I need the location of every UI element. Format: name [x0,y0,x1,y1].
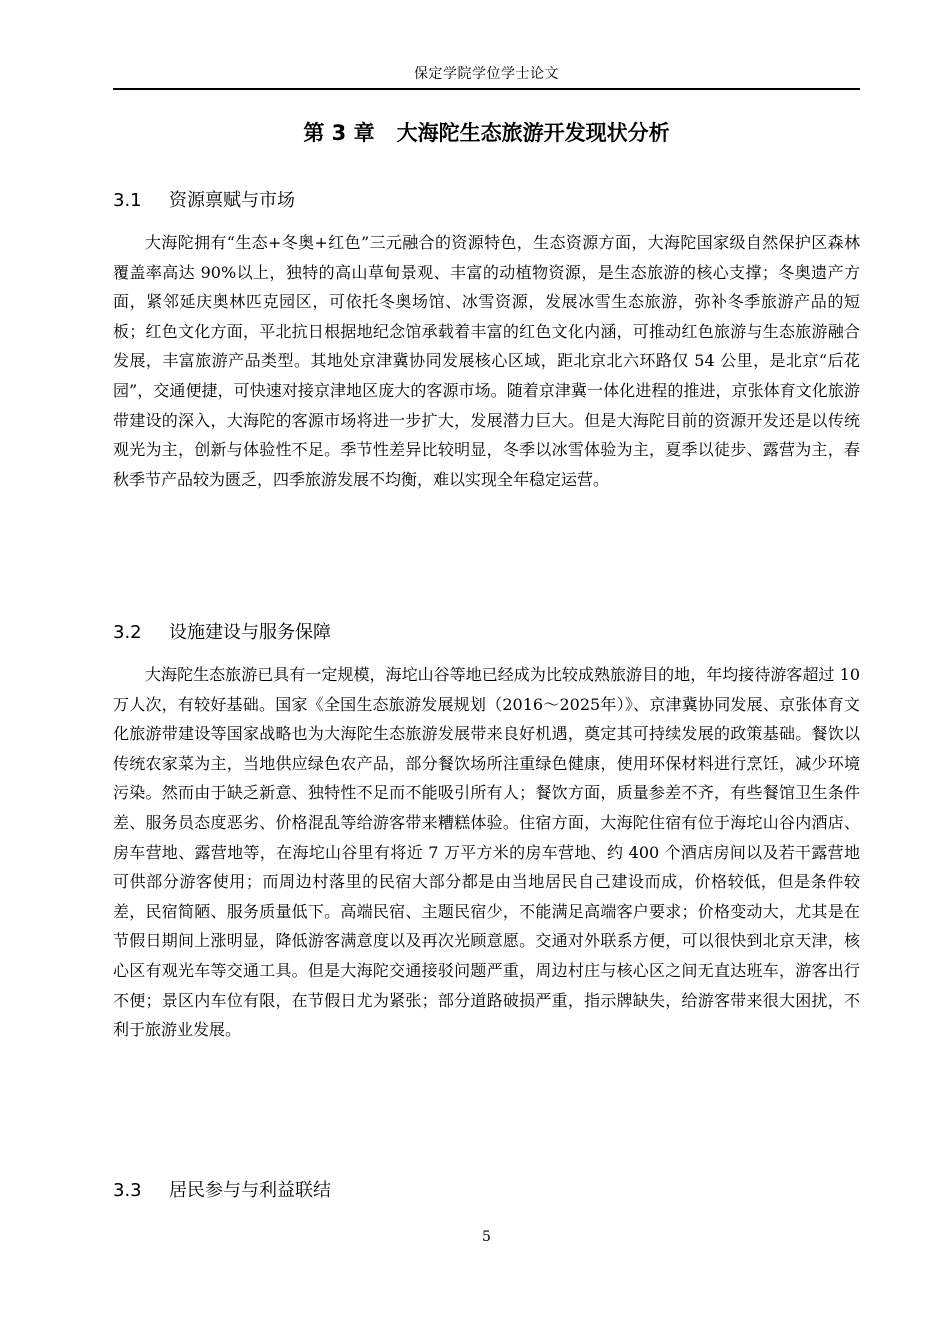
chapter-title-text: 大海陀生态旅游开发现状分析 [396,121,670,145]
chapter-number: 第 3 章 [303,121,375,145]
section-title: 设施建设与服务保障 [169,622,331,643]
section-number: 3.1 [113,190,142,211]
section-title: 居民参与与利益联结 [169,1180,331,1201]
section-heading-3-2 [113,619,860,647]
section-heading-3-1 [113,187,860,215]
section-number: 3.3 [113,1180,142,1201]
section-title: 资源禀赋与市场 [169,190,295,211]
section-3-1-paragraph: 大海陀拥有“生态+冬奥+红色”三元融合的资源特色，生态资源方面，大海陀国家级自然保护区森林覆盖率高达 90%以上，独特的高山草甸景观、丰富的动植物资源，是生态旅游的核心支撑；冬奥遗产方面，紧邻延庆奥林匹克园区，可依托冬奥场馆、冰雪资源，发展冰雪生态旅游，弥补冬季旅游产品的短板；红色文化方面，平北抗日根据地纪念馆承载着丰富的红色文化内涵，可推动红色旅游与生态旅游融合发展，丰富旅游产品类型。其地处京津冀协同发展核心区域，距北京北六环路仅 54 公里，是北京“后花园”，交通便捷，可快速对接京津地区庞大的客源市场。随着京津冀一体化进程的推进，京张体育文化旅游带建设的深入，大海陀的客源市场将进一步扩大，发展潜力巨大。但是大海陀目前的资源开发还是以传统观光为主，创新与体验性不足。季节性差异比较明显，冬季以冰雪体验为主，夏季以徒步、露营为主，春秋季节产品较为匮乏，四季旅游发展不均衡，难以实现全年稳定运营。 [113,233,860,489]
page-number: 5 [482,1229,491,1245]
running-header: 保定学院学位学士论文 [113,60,860,90]
section-3-2-paragraph: 大海陀生态旅游已具有一定规模，海坨山谷等地已经成为比较成熟旅游目的地，年均接待游客超过 10 万人次，有较好基础。国家《全国生态旅游发展规划（2016～2025年）》、京津冀协同发展、京张体育文化旅游带建设等国家战略也为大海陀生态旅游发展带来良好机遇，奠定其可持续发展的政策基础。餐饮以传统农家菜为主，当地供应绿色农产品，部分餐饮场所注重绿色健康，使用环保材料进行烹饪，减少环境污染。然而由于缺乏新意、独特性不足而不能吸引所有人；餐饮方面，质量参差不齐，有些餐馆卫生条件差、服务员态度恶劣、价格混乱等给游客带来糟糕体验。住宿方面，大海陀住宿有位于海坨山谷内酒店、房车营地、露营地等，在海坨山谷里有将近 7 万平方米的房车营地、约 400 个酒店房间以及若干露营地可供部分游客使用；而周边村落里的民宿大部分都是由当地居民自己建设而成，价格较低，但是条件较差，民宿简陋、服务质量低下。高端民宿、主题民宿少，不能满足高端客户要求；价格变动大，尤其是在节假日期间上涨明显，降低游客满意度以及再次光顾意愿。交通对外联系方便，可以很快到北京天津，核心区有观光车等交通工具。但是大海陀交通接驳问题严重，周边村庄与核心区之间无直达班车，游客出行不便；景区内车位有限，在节假日尤为紧张；部分道路破损严重，指示牌缺失，给游客带来很大困扰，不利于旅游业发展。 [113,665,860,1040]
chapter-title [113,118,860,148]
section-number: 3.2 [113,622,142,643]
section-heading-3-3 [113,1177,860,1205]
